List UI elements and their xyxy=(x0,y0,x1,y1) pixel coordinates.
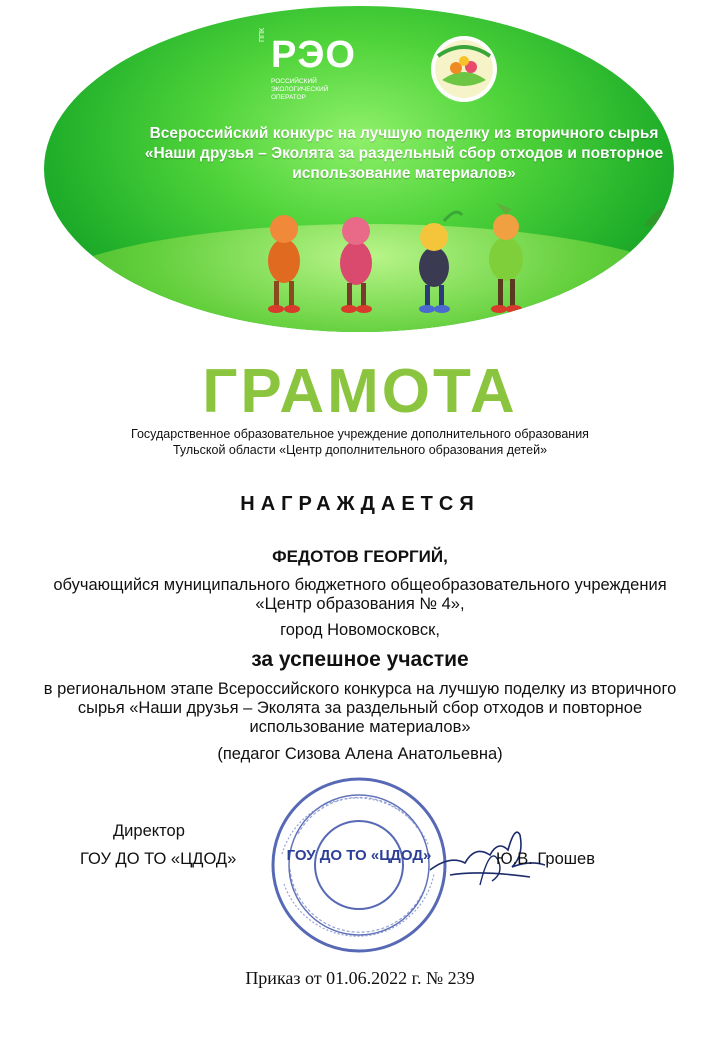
ekolyata-characters-illustration xyxy=(244,201,564,321)
recipient-name: ФЕДОТОВ ГЕОРГИЙ, xyxy=(272,547,448,566)
stamp-center-line-1: ГОУ ДО ТО «ЦДОД» xyxy=(286,847,432,864)
reo-logo-word: РЭО xyxy=(271,34,356,76)
order-reference: Приказ от 01.06.2022 г. № 239 xyxy=(245,968,475,988)
ekolyata-logo-icon xyxy=(426,34,502,104)
director-name: Ю.В. Грошев xyxy=(496,850,595,868)
director-organization: ГОУ ДО ТО «ЦДОД» xyxy=(80,850,237,868)
organization-line-1: Государственное образовательное учреждение дополнительного образования xyxy=(131,427,589,441)
leaves-icon xyxy=(634,196,674,246)
contest-description: в региональном этапе Всероссийского конкурса на лучшую поделку из вторичного сырья «Наши друзья – Эколята за раздельный сбор отходов и повторное использование материалов» xyxy=(43,680,677,736)
document-heading: ГРАМОТА xyxy=(202,357,518,426)
award-reason: за успешное участие xyxy=(251,648,469,671)
recipient-city: город Новомосковск, xyxy=(280,621,440,639)
organization-line-2: Тульской области «Центр дополнительного образования детей» xyxy=(172,443,548,457)
awarded-heading: НАГРАЖДАЕТСЯ xyxy=(240,493,480,515)
header-banner xyxy=(44,6,674,332)
reo-logo xyxy=(259,27,409,104)
recipient-school: обучающийся муниципального бюджетного общеобразовательного учреждения «Центр образования № 4», xyxy=(53,576,667,613)
organization-block xyxy=(40,426,680,458)
teacher-name: (педагог Сизова Алена Анатольевна) xyxy=(217,745,503,763)
director-title: Директор xyxy=(113,822,185,840)
reo-ptk-label: ППК xyxy=(259,27,266,42)
banner-title: Всероссийский конкурс на лучшую поделку из вторичного сырья «Наши друзья – Эколята за раздельный сбор отходов и повторное использование материалов» xyxy=(144,125,664,182)
reo-subtitle: РОССИЙСКИЙ ЭКОЛОГИЧЕСКИЙ ОПЕРАТОР xyxy=(271,78,329,101)
